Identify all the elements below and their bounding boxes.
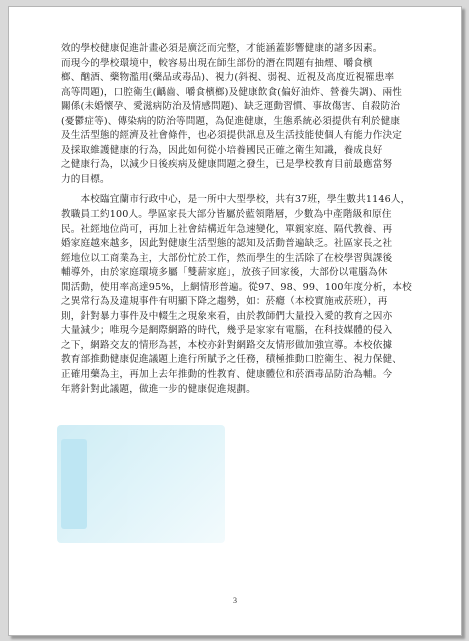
paragraph-school-background [61, 193, 425, 397]
text-line: 力的目標。 [61, 173, 110, 185]
text-line: 高等問題)，口腔衛生(齲齒、嚼食檳榔)及健康飲食(偏好油炸、營養失調)、兩性 [61, 86, 403, 98]
body-text [61, 42, 425, 397]
paragraph-health-factors [61, 42, 425, 187]
text-line: 而現今的學校環境中，較容易出現在師生部份的潛在問題有抽煙、嚼食檳 [61, 57, 373, 69]
text-line: 民。社經地位尚可，再加上社會結構近年急速變化，單親家庭、隔代教養、再 [61, 223, 393, 235]
text-line: 年將針對此議題，做進一步的健康促進規劃。 [61, 383, 256, 395]
text-line: 效的學校健康促進計畫必須是廣泛而完整，才能涵蓋影響健康的諸多因素。 [61, 43, 383, 54]
text-line: 輔導外，由於家庭環境多屬「雙薪家庭」，放孩子回家後，大部份以電腦為休 [61, 267, 388, 279]
text-line: 及生活型態的經濟及社會條件，也必須提供訊息及生活技能使個人有能力作決定 [61, 130, 403, 142]
text-line: 之健康行為，以減少日後疾病及健康問題之發生，已是學校教育目前最應當努 [61, 159, 393, 171]
text-line: (憂鬱症等)、傳染病的防治等問題，為促進健康，生態系統必須提供有利於健康 [61, 115, 401, 127]
text-line: 及採取維護健康的行為，因此如何從小培養國民正確之衛生知識，養成良好 [61, 144, 383, 156]
text-line: 婚家庭越來越多，因此對健康生活型態的認知及活動普遍缺乏。社區家長之社 [61, 238, 393, 250]
page-number: 3 [233, 596, 237, 605]
text-line: 榔、酗酒、藥物濫用(藥品或毒品)、視力(斜視、弱視、近視及高度近視罹患率 [61, 72, 395, 84]
text-line: 大量減少；唯現今是網際網路的時代，幾乎是家家有電腦，在科技媒體的侵入 [61, 325, 393, 337]
text-line: 閒活動，使用率高達95%，上網情形普遍。從97、98、99、100年度分析，本校 [61, 281, 412, 293]
watermark-image [57, 425, 225, 543]
text-line: 本校臨宜蘭市行政中心，是一所中大型學校，共有37班，學生數共1146人， [61, 194, 411, 206]
text-line: 教職員工約100人。學區家長大部分皆屬於藍領階層，少數為中產階級和原住 [61, 209, 392, 221]
document-page [8, 6, 462, 636]
text-line: 則，針對暴力事件及中輟生之現象來看，由於教師們大量投入愛的教育之因亦 [61, 310, 393, 322]
text-line: 教育部推動健康促進議題上進行所賦予之任務，積極推動口腔衛生、視力保健、 [61, 354, 403, 366]
text-line: 關係(未婚懷孕、愛滋病防治及情感問題)、缺乏運動習慣、事故傷害、自殺防治 [61, 101, 401, 113]
text-line: 之異常行為及違規事件有明顯下降之趨勢，如：菸癮（本校實施戒菸班），再 [61, 296, 388, 308]
text-line: 之下，網路交友的情形為甚，本校亦針對網路交友情形做加強宣導。本校依據 [61, 339, 393, 351]
text-line: 經地位以工商業為主，大部份忙於工作，然而學生的生活除了在校學習與課後 [61, 252, 393, 264]
watermark-logo [61, 439, 87, 529]
text-line: 正確用藥為主，再加上去年推動的性教育、健康體位和菸酒毒品防治為輔。今 [61, 369, 393, 381]
